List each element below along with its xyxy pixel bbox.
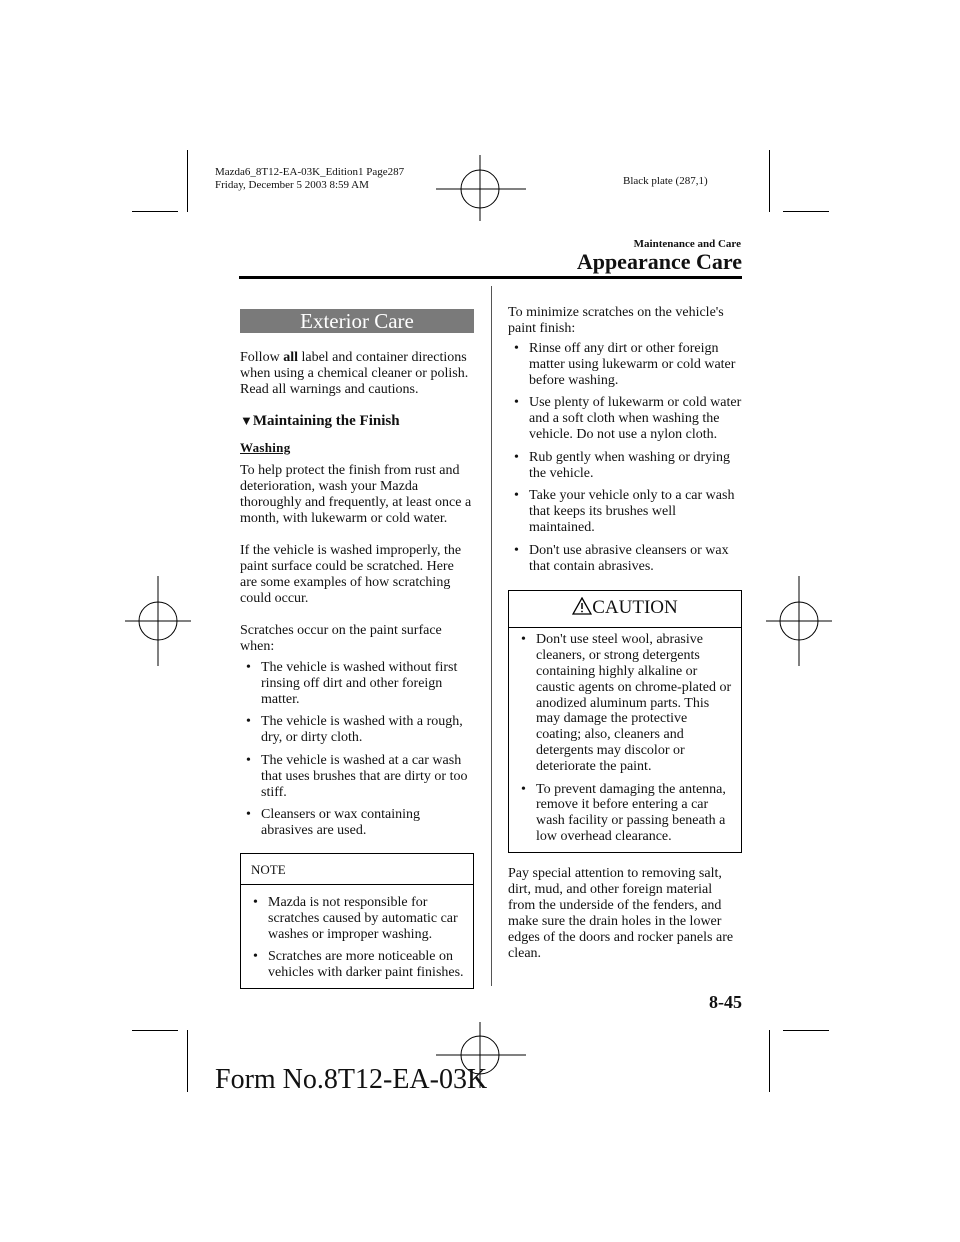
list-item-text: Use plenty of lukewarm or cold water and a soft cloth when washing the vehicle. Do not use a nylon cloth. [529, 395, 742, 442]
right-paragraph-1: To minimize scratches on the vehicle's paint finish: [508, 305, 724, 336]
print-meta-line1: Mazda6_8T12-EA-03K_Edition1 Page287 [215, 166, 405, 178]
scratch-causes-list [240, 660, 474, 839]
form-number: Form No.8T12-EA-03K [215, 1064, 488, 1095]
minimize-scratches-list [508, 341, 742, 574]
list-item [240, 714, 474, 746]
exterior-care-banner: Exterior Care [240, 309, 474, 333]
bullet-icon: • [514, 488, 519, 504]
intro-paragraph [240, 350, 474, 398]
page-number: 8-45 [709, 992, 742, 1012]
registration-mark-top [436, 155, 526, 221]
intro-bold: all [283, 350, 298, 365]
list-item-text: Cleansers or wax containing abrasives are used. [261, 807, 421, 839]
list-item-text: Don't use abrasive cleansers or wax that contain abrasives. [529, 542, 729, 574]
section-label: Maintenance and Care [633, 238, 741, 250]
bullet-icon: • [514, 395, 519, 411]
list-item-text: Rinse off any dirt or other foreign matter using lukewarm or cold water before washing. [529, 341, 736, 388]
triangle-down-icon: ▼ [240, 413, 253, 428]
section-title: Appearance Care [576, 249, 742, 274]
bullet-icon: • [521, 632, 526, 648]
note-box [240, 853, 474, 989]
bullet-icon: • [246, 752, 251, 768]
intro-pre: Follow [240, 350, 284, 365]
list-item [508, 395, 742, 442]
list-item [508, 543, 742, 575]
print-meta [215, 166, 404, 192]
plate-label: Black plate (287,1) [623, 175, 708, 187]
list-item-text: Take your vehicle only to a car wash that keeps its brushes well maintained. [529, 488, 735, 535]
list-item [247, 949, 467, 981]
bullet-icon: • [253, 949, 258, 965]
list-item [240, 807, 474, 839]
list-item-text: To prevent damaging the antenna, remove it before entering a car wash facility or passing beneath a low overhead clearance. [536, 781, 726, 844]
caution-list [509, 628, 741, 844]
list-item-text: The vehicle is washed at a car wash that uses brushes that are dirty or too stiff. [261, 752, 468, 800]
list-item-text: Rub gently when washing or drying the vehicle. [529, 449, 731, 481]
washing-paragraph-3: Scratches occur on the paint surface when: [240, 623, 442, 654]
warning-triangle-icon [572, 597, 592, 615]
list-item [240, 660, 474, 707]
registration-mark-left [125, 576, 191, 666]
list-item [240, 753, 474, 800]
caution-header [509, 591, 741, 628]
list-item [508, 341, 742, 388]
left-column [240, 309, 474, 989]
header-rule [239, 276, 742, 279]
print-meta-line2: Friday, December 5 2003 8:59 AM [215, 179, 369, 191]
list-item-text: The vehicle is washed without first rinsing off dirt and other foreign matter. [261, 660, 458, 707]
registration-mark-right [766, 576, 832, 666]
caution-heading: CAUTION [592, 597, 678, 619]
subheading-text: Maintaining the Finish [252, 413, 400, 429]
bullet-icon: • [246, 807, 251, 823]
list-item [508, 488, 742, 535]
list-item [247, 895, 467, 942]
caution-box [508, 590, 742, 852]
note-list [241, 885, 473, 981]
note-heading: NOTE [241, 854, 473, 885]
list-item-text: The vehicle is washed with a rough, dry, or dirty cloth. [261, 714, 463, 746]
bullet-icon: • [253, 894, 258, 910]
washing-paragraph-1: To help protect the finish from rust and deterioration, wash your Mazda thoroughly and frequently, at least once a month, with lukewarm or cold water. [240, 463, 472, 526]
bullet-icon: • [246, 660, 251, 675]
right-column [508, 305, 742, 962]
washing-label: Washing [240, 440, 291, 455]
bullet-icon: • [521, 781, 526, 797]
bullet-icon: • [514, 341, 519, 356]
bullet-icon: • [514, 449, 519, 465]
right-paragraph-2: Pay special attention to removing salt, dirt, mud, and other foreign material from the underside of the fenders, and make sure the drain holes in the lower edges of the doors and rocker panels are clean. [508, 865, 734, 961]
bullet-icon: • [246, 714, 251, 730]
list-item [515, 782, 735, 845]
list-item [508, 450, 742, 482]
washing-paragraph-2: If the vehicle is washed improperly, the paint surface could be scratched. Here are some examples of how scratching could occur. [240, 543, 462, 606]
intro-post: label and container directions when using a chemical cleaner or polish. Read all warnings and cautions. [240, 350, 469, 397]
bullet-icon: • [514, 542, 519, 558]
subheading [240, 413, 474, 430]
list-item [515, 632, 735, 774]
list-item-text: Scratches are more noticeable on vehicles with darker paint finishes. [268, 949, 464, 981]
list-item-text: Mazda is not responsible for scratches caused by automatic car washes or improper washing. [268, 894, 458, 942]
list-item-text: Don't use steel wool, abrasive cleaners, or strong detergents containing highly alkaline or caustic agents on chrome-plated or anodized aluminum parts. This may damage the protective coating; also, cleaners and detergents may discolor or deteriorate the paint. [536, 632, 732, 774]
